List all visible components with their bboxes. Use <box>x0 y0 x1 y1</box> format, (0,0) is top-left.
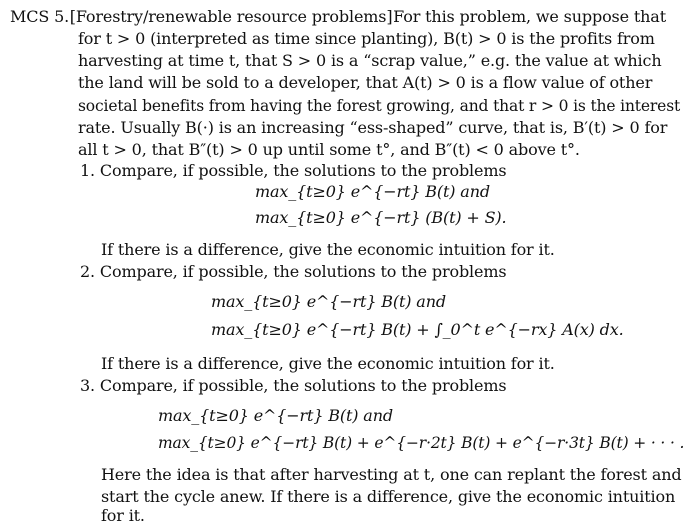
item-3-follow-up-1: Here the idea is that after harvesting at t, one can replant the forest and <box>101 465 682 484</box>
intro-line-7: all t > 0, that B″(t) > 0 up until some t°, and B″(t) < 0 above t°. <box>78 140 580 159</box>
item-1-formula-2: max_{t≥0} e^{−rt} (B(t) + S). <box>255 208 507 227</box>
item-3-formula-1: max_{t≥0} e^{−rt} B(t) and <box>158 406 393 425</box>
item-3-number: 3. <box>80 376 95 395</box>
item-1-number: 1. <box>80 161 95 180</box>
intro-line-4: the land will be sold to a developer, that A(t) > 0 is a flow value of other <box>78 73 653 92</box>
intro-line-5: societal benefits from having the forest growing, and that r > 0 is the interest <box>78 97 681 115</box>
intro-line-6: rate. Usually B(·) is an increasing “ess-shaped” curve, that is, B′(t) > 0 for <box>78 118 668 137</box>
item-2-lead-line <box>80 261 506 283</box>
item-3-lead: Compare, if possible, the solutions to the problems <box>99 376 507 395</box>
item-3-formula-2: max_{t≥0} e^{−rt} B(t) + e^{−r·2t} B(t) + e^{−r·3t} B(t) + · · · . <box>158 434 685 452</box>
item-1-lead-line <box>80 160 506 182</box>
intro-line-1: For this problem, we suppose that <box>393 7 666 26</box>
item-2-lead: Compare, if possible, the solutions to the problems <box>99 262 507 281</box>
item-3-follow-up-3: for it. <box>101 506 145 525</box>
problem-title: [Forestry/renewable resource problems] <box>69 7 393 26</box>
item-3-lead-line <box>80 375 506 397</box>
problem-header-line <box>10 6 666 28</box>
problem-label: MCS 5. <box>10 7 70 26</box>
item-3-follow-up-2: start the cycle anew. If there is a difference, give the economic intuition <box>101 487 676 506</box>
item-1-follow-up: If there is a difference, give the economic intuition for it. <box>101 240 555 259</box>
item-2-follow-up: If there is a difference, give the economic intuition for it. <box>101 354 555 373</box>
intro-line-2: for t > 0 (interpreted as time since planting), B(t) > 0 is the profits from <box>78 29 655 48</box>
item-2-formula-1: max_{t≥0} e^{−rt} B(t) and <box>211 292 446 311</box>
item-1-formula-1: max_{t≥0} e^{−rt} B(t) and <box>255 182 490 201</box>
item-2-formula-2: max_{t≥0} e^{−rt} B(t) + ∫_0^t e^{−rx} A(x) dx. <box>211 320 624 339</box>
intro-line-3: harvesting at time t, that S > 0 is a “scrap value,” e.g. the value at which <box>78 51 662 70</box>
item-2-number: 2. <box>80 262 95 281</box>
item-1-lead: Compare, if possible, the solutions to the problems <box>99 161 507 180</box>
